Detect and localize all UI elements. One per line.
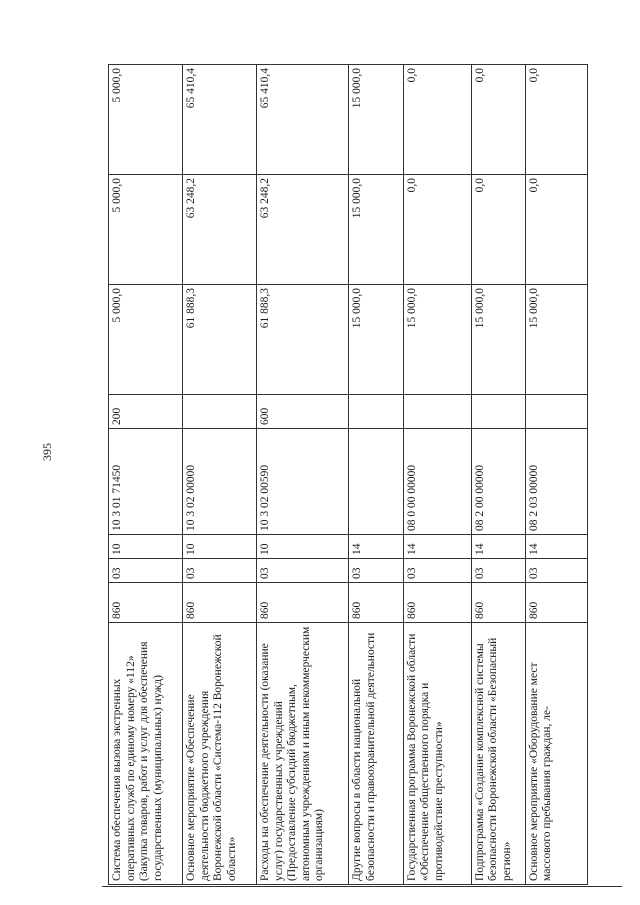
row-name-cell: Другие вопросы в области национальной безопасности и правоохранительной деятельности (349, 623, 403, 885)
row-value-2021-cell: 65 410,4 (183, 65, 257, 175)
row-vr-cell (525, 395, 587, 429)
row-subsection-cell: 10 (257, 535, 349, 559)
table-body (109, 65, 588, 885)
row-section-cell: 03 (525, 559, 587, 583)
row-code-cell: 860 (257, 583, 349, 623)
row-name-cell: Система обеспечения вызова экстренных оперативных служб по единому номеру «112» (Закупка товаров, работ и услуг для обеспечения государственных (муниципальных) нужд) (109, 623, 183, 885)
table-row (471, 65, 525, 885)
row-target-cell (349, 429, 403, 535)
row-vr-cell: 200 (109, 395, 183, 429)
row-section-cell: 03 (349, 559, 403, 583)
row-code-cell: 860 (109, 583, 183, 623)
row-section-cell: 03 (109, 559, 183, 583)
row-vr-cell: 600 (257, 395, 349, 429)
row-subsection-cell: 10 (109, 535, 183, 559)
row-target-cell: 10 3 02 00000 (183, 429, 257, 535)
row-value-2019-cell: 5 000,0 (109, 285, 183, 395)
row-subsection-cell: 10 (183, 535, 257, 559)
table-row (525, 65, 587, 885)
row-name-cell: Государственная программа Воронежской области «Обеспечение общественного порядка и противодействие преступности» (403, 623, 471, 885)
row-code-cell: 860 (471, 583, 525, 623)
page-number: 395 (40, 443, 54, 461)
row-section-cell: 03 (183, 559, 257, 583)
page-bottom-rule (102, 886, 622, 887)
row-value-2020-cell: 63 248,2 (257, 175, 349, 285)
table-row (183, 65, 257, 885)
row-vr-cell (403, 395, 471, 429)
rotated-table-container (108, 65, 588, 885)
row-section-cell: 03 (403, 559, 471, 583)
row-target-cell: 10 3 02 00590 (257, 429, 349, 535)
row-name-cell: Расходы на обеспечение деятельности (оказание услуг) государственных учреждений (Предоставление субсидий бюджетным, автономным учреждениям и иным некоммерческим организациям) (257, 623, 349, 885)
row-code-cell: 860 (183, 583, 257, 623)
row-value-2021-cell: 15 000,0 (349, 65, 403, 175)
row-value-2021-cell: 0,0 (403, 65, 471, 175)
table-row (257, 65, 349, 885)
row-name-cell: Основное мероприятие «Обеспечение деятельности бюджетного учреждения Воронежской области «Система-112 Воронежской области» (183, 623, 257, 885)
row-value-2020-cell: 0,0 (471, 175, 525, 285)
row-subsection-cell: 14 (403, 535, 471, 559)
row-vr-cell (349, 395, 403, 429)
row-value-2021-cell: 65 410,4 (257, 65, 349, 175)
row-value-2019-cell: 15 000,0 (471, 285, 525, 395)
row-value-2019-cell: 15 000,0 (403, 285, 471, 395)
row-target-cell: 10 3 01 71450 (109, 429, 183, 535)
row-value-2019-cell: 61 888,3 (183, 285, 257, 395)
row-value-2019-cell: 15 000,0 (525, 285, 587, 395)
row-target-cell: 08 2 03 00000 (525, 429, 587, 535)
row-name-cell: Подпрограмма «Создание комплексной системы безопасности Воронежской области «Безопасный регион» (471, 623, 525, 885)
row-code-cell: 860 (349, 583, 403, 623)
row-section-cell: 03 (471, 559, 525, 583)
row-value-2021-cell: 0,0 (471, 65, 525, 175)
row-value-2020-cell: 15 000,0 (349, 175, 403, 285)
row-name-cell: Основное мероприятие «Оборудование мест массового пребывания граждан, ле- (525, 623, 587, 885)
row-target-cell: 08 2 00 00000 (471, 429, 525, 535)
row-subsection-cell: 14 (471, 535, 525, 559)
row-vr-cell (471, 395, 525, 429)
row-subsection-cell: 14 (525, 535, 587, 559)
row-target-cell: 08 0 00 00000 (403, 429, 471, 535)
row-vr-cell (183, 395, 257, 429)
row-value-2020-cell: 5 000,0 (109, 175, 183, 285)
row-value-2021-cell: 5 000,0 (109, 65, 183, 175)
row-value-2020-cell: 63 248,2 (183, 175, 257, 285)
table-row (403, 65, 471, 885)
row-code-cell: 860 (525, 583, 587, 623)
row-value-2019-cell: 15 000,0 (349, 285, 403, 395)
row-value-2019-cell: 61 888,3 (257, 285, 349, 395)
table-row (349, 65, 403, 885)
row-code-cell: 860 (403, 583, 471, 623)
budget-table (108, 64, 588, 885)
row-subsection-cell: 14 (349, 535, 403, 559)
table-row (109, 65, 183, 885)
row-section-cell: 03 (257, 559, 349, 583)
row-value-2020-cell: 0,0 (403, 175, 471, 285)
row-value-2020-cell: 0,0 (525, 175, 587, 285)
row-value-2021-cell: 0,0 (525, 65, 587, 175)
